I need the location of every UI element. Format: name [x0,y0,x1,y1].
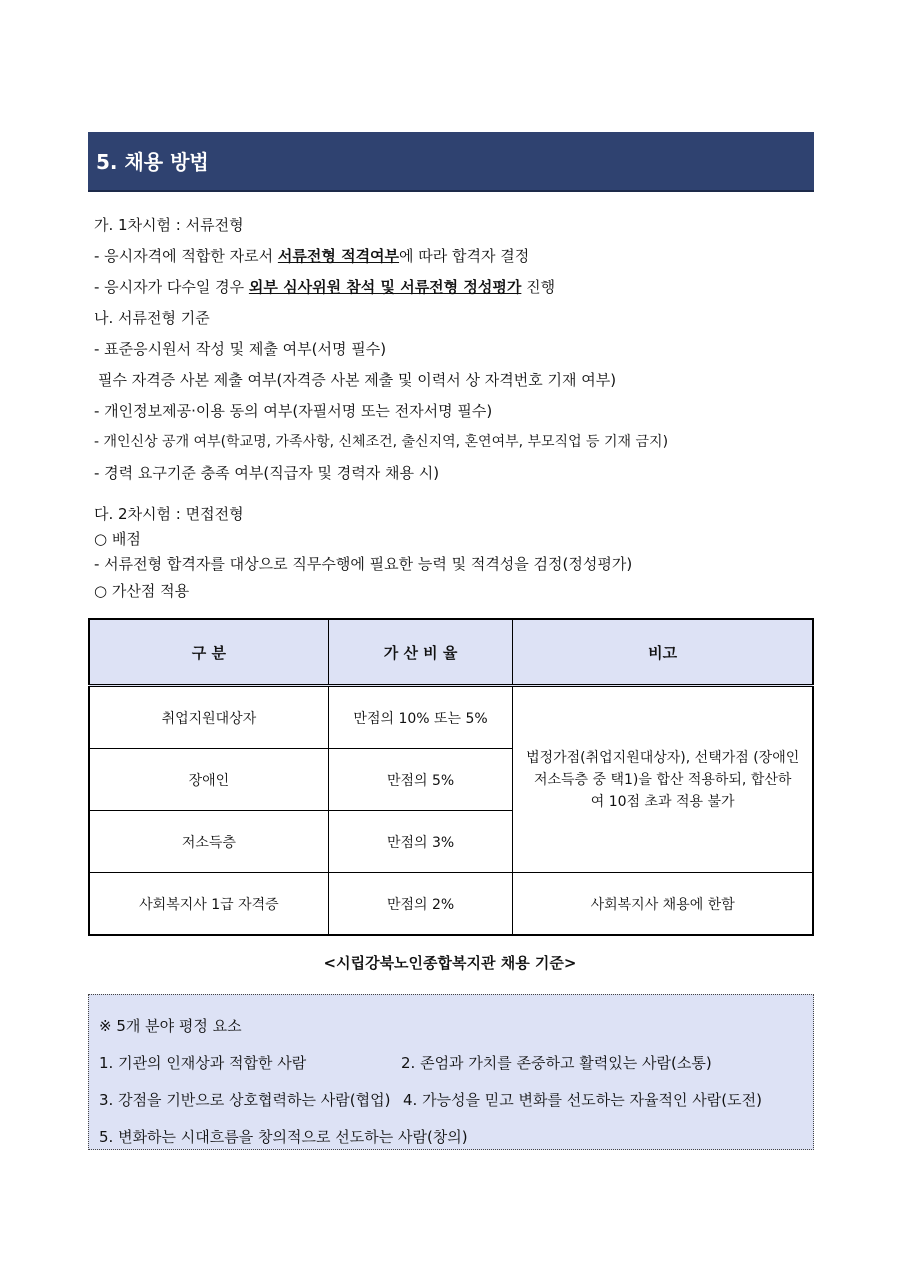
evaluation-item: 1. 기관의 인재상과 적합한 사람 [99,1054,307,1072]
header-note: 비고 [513,619,813,686]
criteria-item: - 개인신상 공개 여부(학교명, 가족사항, 신체조건, 출신지역, 혼연여부, 부모직업 등 기재 금지) [94,434,669,450]
row-category: 사회복지사 1급 자격증 [89,873,328,936]
header-rate: 가 산 비 율 [328,619,513,686]
section-header-bar [88,132,814,190]
table-header-row [89,619,813,686]
section-a-heading: 가. 1차시험 : 서류전형 [94,216,244,234]
emphasis-text: 외부 심사위원 참석 및 서류전형 정성평가 [248,278,522,296]
section-b-heading: 나. 서류전형 기준 [94,309,210,327]
header-category: 구 분 [89,619,328,686]
criteria-item: 필수 자격증 사본 제출 여부(자격증 사본 제출 및 이력서 상 자격번호 기재 여부) [98,371,617,389]
row-category: 장애인 [89,749,328,811]
evaluation-item: 2. 존엄과 가치를 존중하고 활력있는 사람(소통) [401,1054,712,1072]
criteria-item: - 경력 요구기준 충족 여부(직급자 및 경력자 채용 시) [94,464,440,482]
row-rate: 만점의 2% [328,873,513,936]
emphasis-text: 서류전형 적격여부 [277,247,400,265]
row-note: 사회복지사 채용에 한함 [513,873,813,936]
criteria-item: - 개인정보제공·이용 동의 여부(자필서명 또는 전자서명 필수) [94,402,493,420]
row-note-merged: 법정가점(취업지원대상자), 선택가점 (장애인 저소득층 중 택1)을 합산 적용하되, 합산하 여 10점 초과 적용 불가 [513,686,813,873]
evaluation-item: 3. 강점을 기반으로 상호협력하는 사람(협업) [99,1091,391,1109]
bonus-points-table [88,618,814,936]
row-rate: 만점의 3% [328,811,513,873]
section-title: 5. 채용 방법 [96,150,209,174]
row-rate: 만점의 10% 또는 5% [328,686,513,749]
section-c-heading: 다. 2차시험 : 면접전형 [94,505,244,523]
table-row [89,873,813,936]
scoring-description: - 서류전형 합격자를 대상으로 직무수행에 필요한 능력 및 적격성을 검정(정성평가) [94,555,633,573]
section-a-line1: - 응시자격에 적합한 자로서 서류전형 적격여부에 따라 합격자 결정 [94,247,530,265]
table-row [89,686,813,749]
row-category: 저소득층 [89,811,328,873]
scoring-subheading: ○ 배점 [94,530,141,548]
bonus-subheading: ○ 가산점 적용 [94,582,190,600]
evaluation-box [88,994,814,1150]
section-a-line2: - 응시자가 다수일 경우 외부 심사위원 참석 및 서류전형 정성평가 진행 [94,278,556,296]
evaluation-item: 5. 변화하는 시대흐름을 창의적으로 선도하는 사람(창의) [99,1128,468,1146]
row-rate: 만점의 5% [328,749,513,811]
table-caption: <시립강북노인종합복지관 채용 기준> [323,954,577,972]
criteria-item: - 표준응시원서 작성 및 제출 여부(서명 필수) [94,340,387,358]
row-category: 취업지원대상자 [89,686,328,749]
evaluation-title: ※ 5개 분야 평정 요소 [99,1017,242,1035]
evaluation-item: 4. 가능성을 믿고 변화를 선도하는 자율적인 사람(도전) [403,1091,762,1109]
